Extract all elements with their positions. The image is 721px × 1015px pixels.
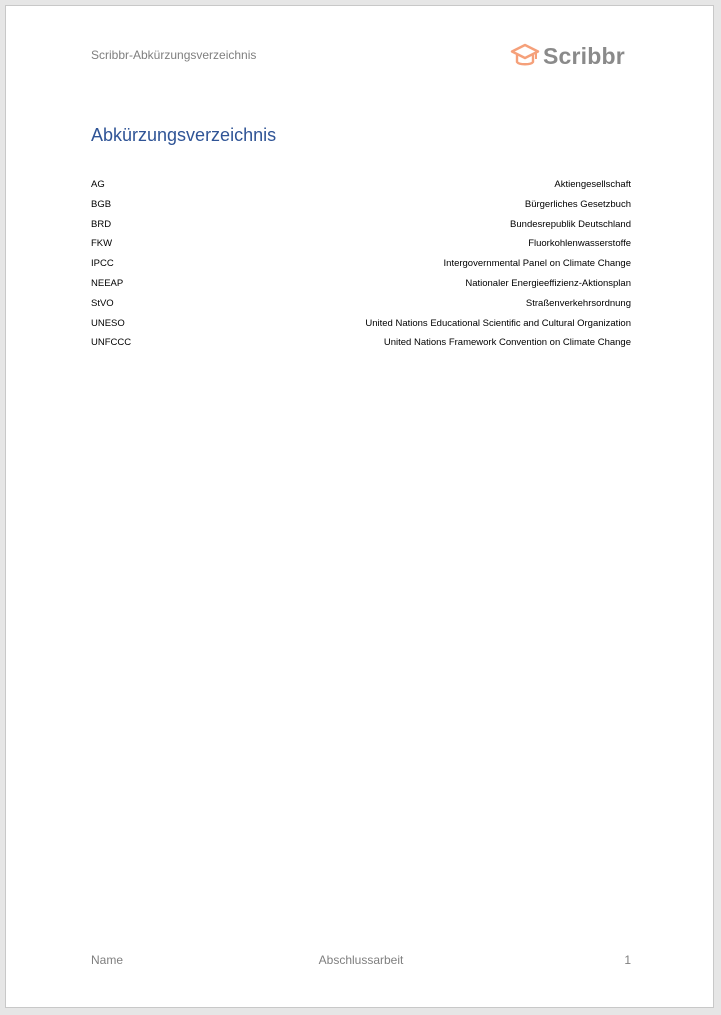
list-item	[91, 179, 631, 199]
page-title: Abkürzungsverzeichnis	[91, 125, 277, 145]
abbreviation: IPCC	[91, 258, 114, 270]
list-item	[91, 278, 631, 298]
abbreviation: StVO	[91, 297, 114, 309]
abbreviation-list	[91, 179, 631, 357]
footer-name: Name	[91, 953, 124, 967]
page-footer	[91, 953, 631, 969]
abbreviation: AG	[91, 179, 105, 190]
page-number: 1	[624, 953, 631, 967]
graduation-cap-icon	[510, 43, 540, 69]
scribbr-logo	[510, 41, 625, 71]
abbreviation: UNFCCC	[91, 337, 132, 349]
footer-document-type: Abschlussarbeit	[318, 953, 404, 967]
abbreviation-meaning: Straßenverkehrsordnung	[525, 297, 631, 309]
abbreviation: BRD	[91, 218, 112, 230]
abbreviation-meaning: Intergovernmental Panel on Climate Change	[443, 258, 631, 270]
abbreviation-meaning: Nationaler Energieeffizienz-Aktionsplan	[465, 277, 631, 289]
list-item	[91, 199, 631, 219]
abbreviation: FKW	[91, 238, 113, 250]
list-item	[91, 258, 631, 278]
list-item	[91, 337, 631, 357]
list-item	[91, 318, 631, 338]
abbreviation-meaning: Fluorkohlenwasserstoffe	[528, 238, 631, 250]
abbreviation-meaning: Aktiengesellschaft	[554, 179, 631, 190]
list-item	[91, 298, 631, 318]
running-header: Scribbr-Abkürzungsverzeichnis	[91, 48, 257, 62]
abbreviation-meaning: Bürgerliches Gesetzbuch	[524, 198, 631, 210]
list-item	[91, 238, 631, 258]
abbreviation-meaning: United Nations Framework Convention on Climate Change	[383, 337, 631, 349]
abbreviation-meaning: United Nations Educational Scientific and Cultural Organization	[365, 317, 631, 329]
logo-wordmark: Scribbr	[543, 42, 625, 69]
document-page	[5, 5, 714, 1008]
list-item	[91, 219, 631, 239]
abbreviation-meaning: Bundesrepublik Deutschland	[510, 218, 631, 230]
abbreviation: UNESO	[91, 317, 125, 329]
abbreviation: BGB	[91, 198, 112, 210]
abbreviation: NEEAP	[91, 277, 124, 289]
